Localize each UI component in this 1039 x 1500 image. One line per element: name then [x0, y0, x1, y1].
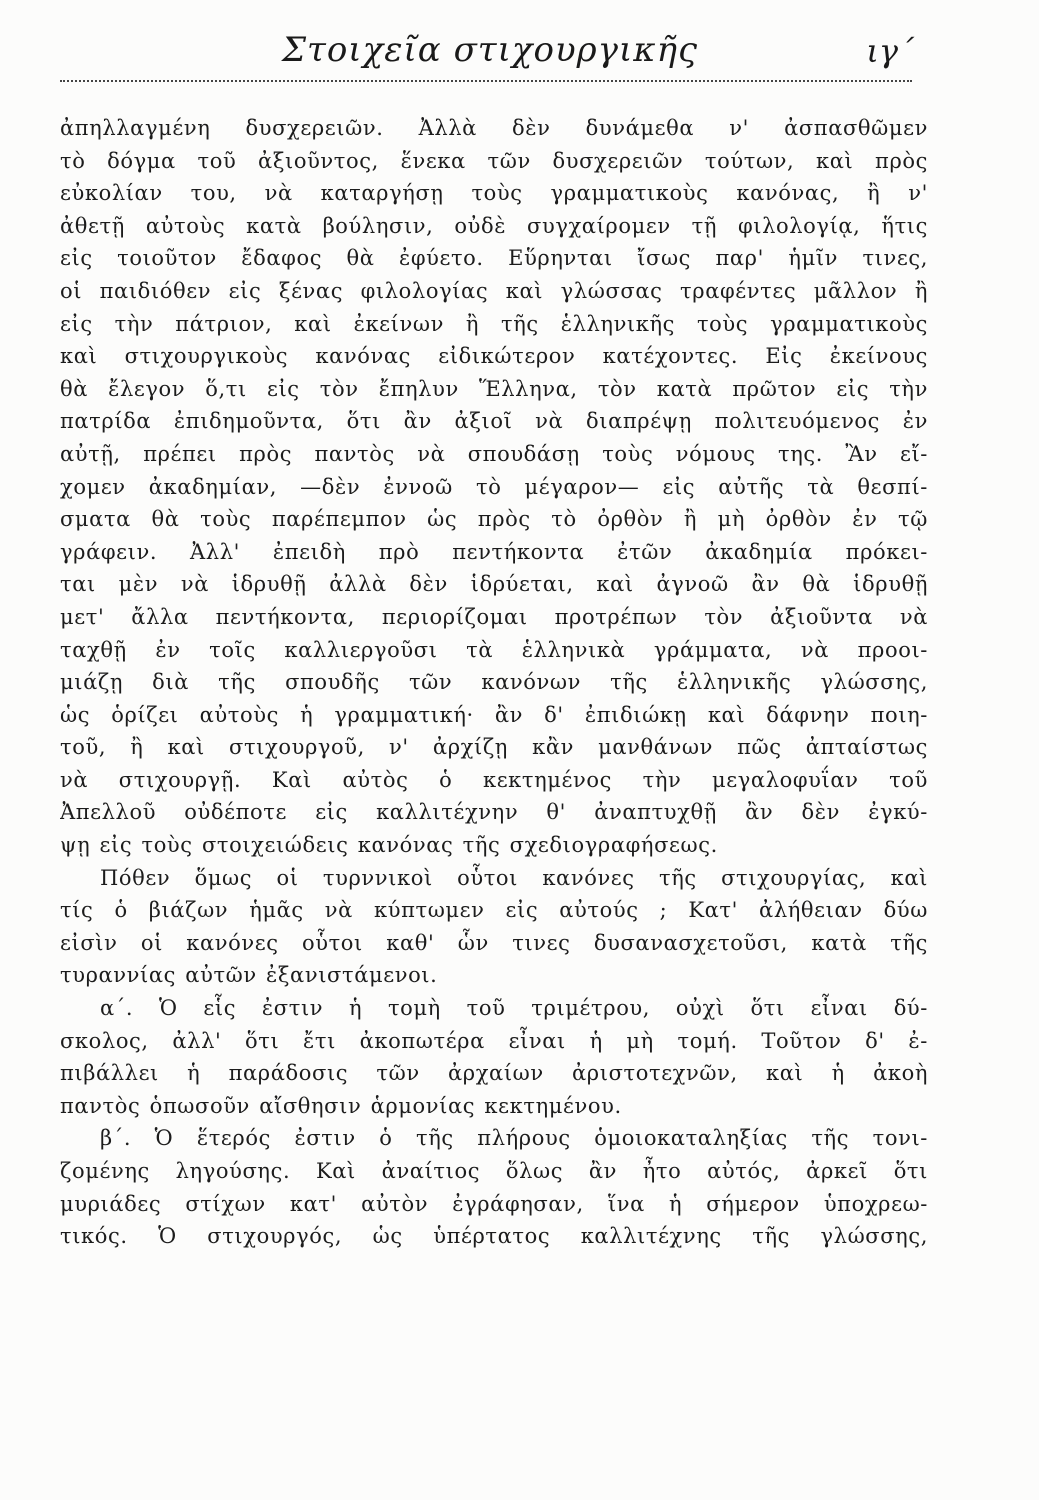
running-title: Στοιχεῖα στιχουργικῆς	[281, 30, 699, 70]
text-line: Πόθεν ὅμως οἱ τυρννικοὶ οὗτοι κανόνες τῆς στιχουργίας, καὶ	[100, 865, 928, 890]
text-line: πατρίδα ἐπιδημοῦντα, ὅτι ἂν ἀξιοῖ νὰ διαπρέψῃ πολιτευόμενος ἐν	[60, 409, 928, 434]
page-header	[60, 18, 920, 78]
text-line: εἰς τοιοῦτον ἔδαφος θὰ ἐφύετο. Εὕρηνται ἴσως παρ' ἡμῖν τινες,	[60, 246, 928, 271]
text-line: ἀπηλλαγμένη δυσχερειῶν. Ἀλλὰ δὲν δυνάμεθα ν' ἀσπασθῶμεν	[60, 116, 928, 140]
text-line: οἱ παιδιόθεν εἰς ξένας φιλολογίας καὶ γλώσσας τραφέντες μᾶλλον ἢ	[60, 278, 928, 303]
text-line: σματα θὰ τοὺς παρέπεμπον ὡς πρὸς τὸ ὀρθὸν ἢ μὴ ὀρθὸν ἐν τῷ	[60, 507, 928, 532]
text-line: β΄. Ὁ ἕτερός ἐστιν ὁ τῆς πλήρους ὁμοιοκαταληξίας τῆς τονι-	[100, 1126, 928, 1151]
body-text	[60, 112, 928, 1253]
text-line: ἀθετῇ αὐτοὺς κατὰ βούλησιν, οὐδὲ συγχαίρομεν τῇ φιλολογίᾳ, ἥτις	[60, 213, 928, 238]
text-line: ὡς ὁρίζει αὐτοὺς ἡ γραμματική· ἂν δ' ἐπιδιώκῃ καὶ δάφνην ποιη-	[60, 702, 928, 727]
text-line: εἰσὶν οἱ κανόνες οὗτοι καθ' ὧν τινες δυσανασχετοῦσι, κατὰ τῆς	[60, 930, 928, 955]
text-line: τὸ δόγμα τοῦ ἀξιοῦντος, ἕνεκα τῶν δυσχερειῶν τούτων, καὶ πρὸς	[60, 148, 928, 173]
text-line: τοῦ, ἢ καὶ στιχουργοῦ, ν' ἀρχίζῃ κἂν μανθάνων πῶς ἀπταίστως	[60, 735, 928, 760]
text-line: θὰ ἔλεγον ὅ,τι εἰς τὸν ἔπηλυν Ἕλληνα, τὸν κατὰ πρῶτον εἰς τὴν	[60, 376, 928, 401]
text-line: μυριάδες στίχων κατ' αὐτὸν ἐγράφησαν, ἵνα ἡ σήμερον ὑποχρεω-	[60, 1191, 928, 1216]
text-line: σκολος, ἀλλ' ὅτι ἔτι ἀκοπωτέρα εἶναι ἡ μὴ τομή. Τοῦτον δ' ἐ-	[60, 1028, 928, 1053]
text-line: αὐτῇ, πρέπει πρὸς παντὸς νὰ σπουδάσῃ τοὺς νόμους της. Ἂν εἴ-	[60, 441, 928, 466]
header-divider	[60, 80, 912, 82]
text-line: μιάζῃ διὰ τῆς σπουδῆς τῶν κανόνων τῆς ἑλληνικῆς γλώσσης,	[60, 670, 928, 695]
text-line: γράφειν. Ἀλλ' ἐπειδὴ πρὸ πεντήκοντα ἐτῶν ἀκαδημία πρόκει-	[60, 539, 928, 564]
text-line: χομεν ἀκαδημίαν, —δὲν ἐννοῶ τὸ μέγαρον— εἰς αὐτῆς τὰ θεσπί-	[60, 474, 928, 499]
text-line: ταχθῇ ἐν τοῖς καλλιεργοῦσι τὰ ἑλληνικὰ γράμματα, νὰ προοι-	[60, 637, 928, 662]
text-line: ψῃ εἰς τοὺς στοιχειώδεις κανόνας τῆς σχεδιογραφήσεως.	[60, 833, 718, 858]
text-line: τίς ὁ βιάζων ἡμᾶς νὰ κύπτωμεν εἰς αὐτούς ; Κατ' ἀλήθειαν δύω	[60, 898, 928, 923]
text-line: νὰ στιχουργῇ. Καὶ αὐτὸς ὁ κεκτημένος τὴν μεγαλοφυΐαν τοῦ	[60, 767, 928, 792]
text-line: παντὸς ὁπωσοῦν αἴσθησιν ἁρμονίας κεκτημένου.	[60, 1093, 622, 1118]
page-number: ιγ΄	[866, 32, 914, 70]
text-line: τικός. Ὁ στιχουργός, ὡς ὑπέρτατος καλλιτέχνης τῆς γλώσσης,	[60, 1224, 928, 1249]
text-line: Ἀπελλοῦ οὐδέποτε εἰς καλλιτέχνην θ' ἀναπτυχθῇ ἂν δὲν ἐγκύ-	[60, 800, 928, 825]
text-line: ζομένης ληγούσης. Καὶ ἀναίτιος ὅλως ἂν ἦτο αὐτός, ἀρκεῖ ὅτι	[60, 1159, 928, 1183]
text-line: α΄. Ὁ εἷς ἐστιν ἡ τομὴ τοῦ τριμέτρου, οὐχὶ ὅτι εἶναι δύ-	[100, 996, 928, 1021]
text-line: εἰς τὴν πάτριον, καὶ ἐκείνων ἢ τῆς ἑλληνικῆς τοὺς γραμματικοὺς	[60, 311, 928, 336]
text-line: εὐκολίαν του, νὰ καταργήσῃ τοὺς γραμματικοὺς κανόνας, ἢ ν'	[60, 181, 928, 206]
text-line: καὶ στιχουργικοὺς κανόνας εἰδικώτερον κατέχοντες. Εἰς ἐκείνους	[60, 344, 928, 369]
text-line: ται μὲν νὰ ἱδρυθῇ ἀλλὰ δὲν ἱδρύεται, καὶ ἀγνοῶ ἂν θὰ ἱδρυθῇ	[60, 572, 928, 597]
text-line: πιβάλλει ἡ παράδοσις τῶν ἀρχαίων ἀριστοτεχνῶν, καὶ ἡ ἀκοὴ	[60, 1061, 928, 1086]
text-line: τυραννίας αὐτῶν ἐξανιστάμενοι.	[60, 963, 438, 988]
text-line: μετ' ἄλλα πεντήκοντα, περιορίζομαι προτρέπων τὸν ἀξιοῦντα νὰ	[60, 604, 928, 629]
